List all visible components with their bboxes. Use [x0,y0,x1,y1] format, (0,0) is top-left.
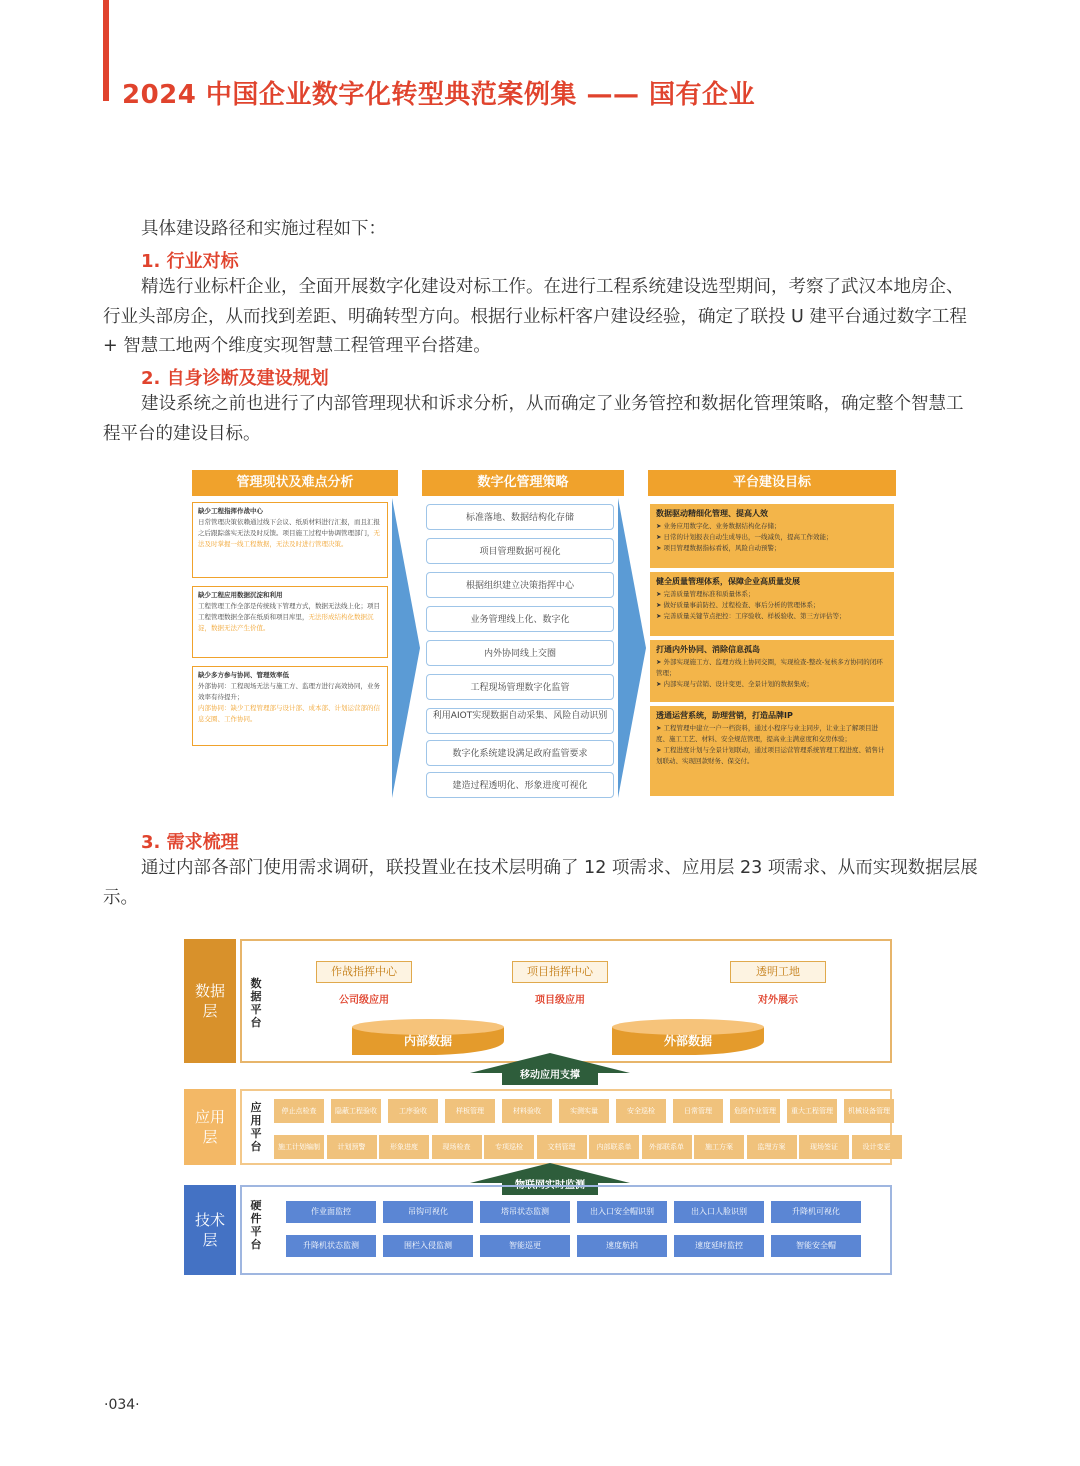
hardware-platform-label: 硬件平台 [250,1199,262,1251]
goal-item: ➤ 完善质量管理标准和质量体系； [656,590,755,598]
intro-line: 具体建设路径和实施过程如下： [141,219,386,239]
hardware-module: 智能巡更 [480,1235,570,1257]
data-platform-label: 数据平台 [250,977,262,1029]
intro-text [103,215,979,245]
internal-data-cylinder [352,1019,504,1055]
goal-item: ➤ 外部实现施工方、监理方线上协同交圈，实现检查-整改-复核多方协同的闭环管理； [656,658,883,677]
app-module: 施工计划编制 [274,1135,324,1159]
goal-item: ➤ 业务应用数字化、业务数据结构化存储； [656,522,781,530]
goal-item: ➤ 日常的计划报表自动生成导出，一线减负，提高工作效能； [656,533,833,541]
app-module: 重大工程管理 [787,1099,837,1123]
goal-item: ➤ 做好质量事前防控、过程检查、事后分析的管理体系； [656,601,820,609]
hardware-module: 出入口人脸识别 [674,1201,764,1223]
platform-command-center: 作战指挥中心 [316,961,412,983]
app-module: 安全巡检 [616,1099,666,1123]
app-module: 施工方案 [694,1135,744,1159]
problem-box [192,586,388,658]
goal-item: ➤ 工程管理中建立一户一档资料，通过小程序与业主同步，让业主了解项目进度、施工工艺、材料、安全规范管理，提高业主满意度和交房体验； [656,724,879,743]
app-module: 危险作业管理 [730,1099,780,1123]
app-module: 工序验收 [388,1099,438,1123]
problem-text: 工程管理工作全部是传统线下管理方式，数据无法线上化；项目工程管理数据全部在纸质和项目库里， [198,602,380,621]
app-platform-label: 应用平台 [250,1101,262,1153]
mobile-support-label: 移动应用支撑 [520,1070,580,1081]
hardware-module: 塔吊状态监测 [480,1201,570,1223]
app-module: 设计变更 [852,1135,902,1159]
hardware-module: 出入口安全帽识别 [577,1201,667,1223]
strategy-item: 内外协同线上交圈 [426,640,614,666]
goal-box [650,504,894,568]
hardware-module: 智能安全帽 [771,1235,861,1257]
strategy-item: 建造过程透明化、形象进度可视化 [426,772,614,798]
platform-project-center: 项目指挥中心 [512,961,608,983]
problem-box [192,666,388,746]
problem-title: 缺少工程指挥作战中心 [198,507,263,515]
page-title: 2024 中国企业数字化转型典范案例集 —— 国有企业 [122,80,756,110]
problem-highlight: 无法及时掌握一线工程数据，无法及时进行管理决策。 [198,529,380,548]
col-title-problems: 管理现状及难点分析 [192,470,398,496]
strategy-item: 业务管理线上化、数字化 [426,606,614,632]
goal-box [650,706,894,796]
goal-title: 打通内外协同、消除信息孤岛 [656,645,760,654]
strategy-item: 利用AIOT实现数据自动采集、风险自动识别 [426,708,614,734]
strategy-item: 项目管理数据可视化 [426,538,614,564]
strategy-item: 数字化系统建设满足政府监管要求 [426,740,614,766]
platform-sub: 对外展示 [758,995,798,1006]
app-module: 机械设备管理 [844,1099,894,1123]
cylinder-label: 外部数据 [663,1034,712,1048]
strategy-item: 工程现场管理数字化监管 [426,674,614,700]
architecture-diagram [184,937,894,1279]
app-module: 停止点检查 [274,1099,324,1123]
app-module: 外部联系单 [642,1135,692,1159]
problem-box [192,502,388,578]
problem-title: 缺少多方参与协同、管理效率低 [198,671,289,679]
iot-monitor-label: 物联网实时监测 [515,1180,585,1191]
app-module: 日常管理 [673,1099,723,1123]
cylinder-label: 内部数据 [403,1034,452,1048]
app-module: 内部联系单 [589,1135,639,1159]
col-title-strategy: 数字化管理策略 [422,470,624,496]
app-module: 文档管理 [537,1135,587,1159]
hardware-module: 升降机可视化 [771,1201,861,1223]
problem-text: 日常管理决策依赖通过线下会议、纸质材料进行汇报，而且汇报之后跟踪落实无法及时反馈。项目施工过程中协调管理部门， [198,518,380,537]
app-module: 样板管理 [445,1099,495,1123]
platform-transparent-site: 透明工地 [730,961,826,983]
app-module: 形象进度 [379,1135,429,1159]
strategy-item: 根据组织建立决策指挥中心 [426,572,614,598]
flow-arrow-2 [618,498,646,798]
problem-highlight: 无法形成结构化数据沉淀，数据无法产生价值。 [198,613,374,632]
section-3-body: 通过内部各部门使用需求调研，联投置业在技术层明确了 12 项需求、应用层 23 项需求、从而实现数据层展示。 [103,858,978,908]
goal-title: 健全质量管理体系，保障企业高质量发展 [656,577,800,586]
app-module: 实测实量 [559,1099,609,1123]
goal-box [650,572,894,636]
platform-sub: 项目级应用 [535,995,585,1006]
section-1-body: 精选行业标杆企业，全面开展数字化建设对标工作。在进行工程系统建设选型期间，考察了武汉本地房企、行业头部房企，从而找到差距、明确转型方向。根据行业标杆客户建设经验，确定了联投 U 建平台通过数字工程 + 智慧工地两个维度实现智慧工程管理平台搭建。 [103,277,967,356]
goal-title: 数据驱动精细化管理、提高人效 [656,509,768,518]
goal-title: 透通运营系统，助理营销，打造品牌IP [656,711,793,720]
external-data-cylinder [612,1019,764,1055]
strategy-diagram [190,470,898,802]
hardware-module: 升降机状态监测 [286,1235,376,1257]
data-layer-label: 数据层 [184,939,236,1063]
goal-item: ➤ 内部实现与营销、设计变更、全景计划的数据集成； [656,680,814,688]
problem-highlight: 内部协同：缺少工程管理部与设计部、成本部、计划运营部的信息交圈、工作协同。 [198,704,380,723]
hardware-module: 速度延时监控 [674,1235,764,1257]
section-3-title: 3. 需求梳理 [141,832,239,853]
goal-item: ➤ 完善质量关键节点把控：工序验收、样板验收、第三方评估等； [656,612,846,620]
problem-text: 外部协同：工程现场无法与施工方、监理方进行高效协同，业务效率有待提升； [198,682,380,701]
problem-title: 缺少工程应用数据沉淀和利用 [198,591,283,599]
goal-box [650,640,894,702]
app-module: 材料验收 [502,1099,552,1123]
strategy-item: 标准落地、数据结构化存储 [426,504,614,530]
app-module: 专项巡检 [484,1135,534,1159]
goal-item: ➤ 工程进度计划与全景计划联动，通过项目运营管理系统管理工程进度、销售计划联动、实现回款财务、保交付。 [656,746,885,765]
hardware-module: 吊钩可视化 [383,1201,473,1223]
tech-layer-label: 技术层 [184,1185,236,1275]
app-module: 计划预警 [327,1135,377,1159]
flow-arrow-1 [392,498,420,798]
hardware-module: 作业面监控 [286,1201,376,1223]
app-module: 隐蔽工程验收 [331,1099,381,1123]
app-module: 现场签证 [799,1135,849,1159]
tech-layer-box [240,1185,892,1275]
section-1-title: 1. 行业对标 [141,251,239,272]
hardware-module: 速度航拍 [577,1235,667,1257]
goal-item: ➤ 项目管理数据指标看板，风险自动预警； [656,544,781,552]
section-2-body: 建设系统之前也进行了内部管理现状和诉求分析，从而确定了业务管控和数据化管理策略，确定整个智慧工程平台的建设目标。 [103,394,964,444]
app-layer-label: 应用层 [184,1089,236,1165]
page-number: ·034· [104,1397,140,1413]
app-module: 监理方案 [747,1135,797,1159]
hardware-module: 围栏入侵监测 [383,1235,473,1257]
app-module: 现场检查 [432,1135,482,1159]
section-2-title: 2. 自身诊断及建设规划 [141,368,329,389]
header-accent-bar [103,0,109,101]
col-title-goals: 平台建设目标 [648,470,896,496]
platform-sub: 公司级应用 [339,995,389,1006]
